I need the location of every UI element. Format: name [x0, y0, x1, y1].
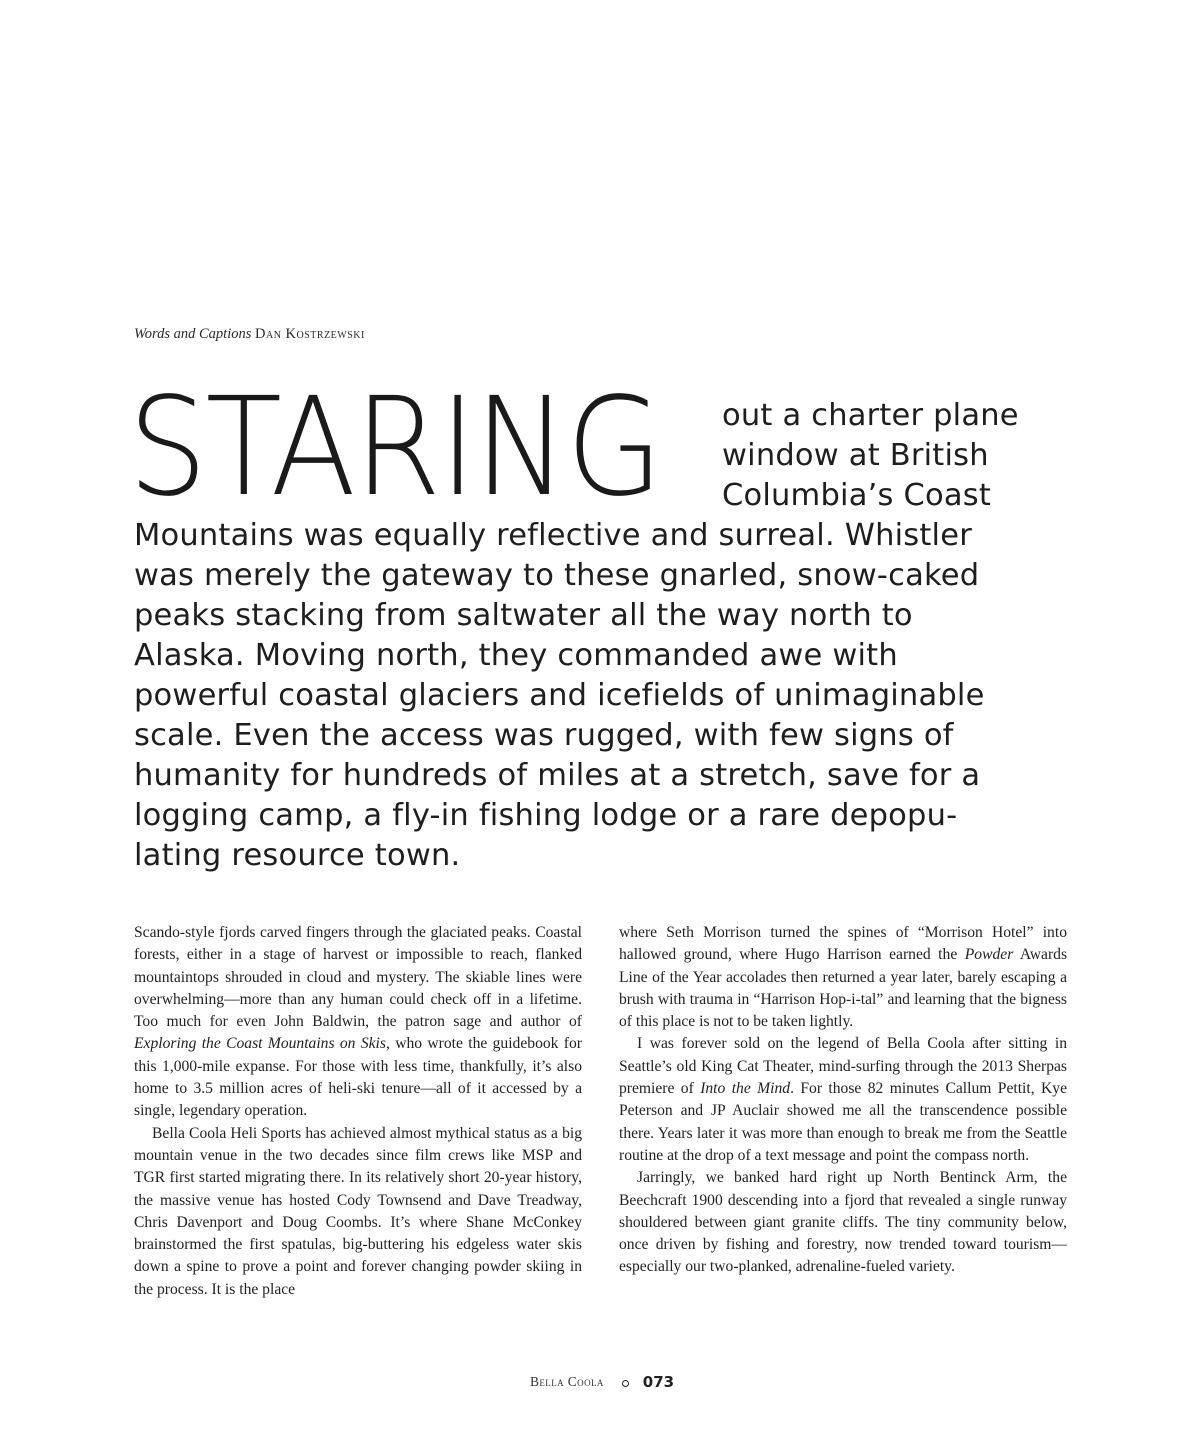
page-number: 073	[642, 1373, 675, 1391]
lede-side-line: Columbia’s Coast	[722, 478, 991, 513]
circle-separator-icon	[622, 1380, 629, 1387]
lede-side-line: out a charter plane	[722, 398, 1019, 433]
body-paragraph: Jarringly, we banked hard right up North Bentinck Arm, the Beechcraft 1900 descending into a fjord that revealed a single runway shouldered between giant granite cliffs. The tiny community below, once driven by fishing and forestry, now trended toward tourism—especially our two-planked, adrenaline-fueled variety.	[619, 1169, 1067, 1276]
lede-line: logging camp, a fly-in fishing lodge or a rare depopu-	[134, 798, 958, 833]
body-paragraph	[619, 1033, 1067, 1167]
body-paragraph	[134, 922, 582, 1123]
lede-line: peaks stacking from saltwater all the way north to	[134, 598, 913, 633]
lede-line: humanity for hundreds of miles at a stretch, save for a	[134, 758, 981, 793]
body-paragraph	[619, 922, 1067, 1033]
footer-section-name: Bella Coola	[530, 1374, 604, 1389]
film-title: Into the Mind	[700, 1080, 791, 1098]
lede-line: lating resource town.	[134, 838, 461, 873]
body-text: , who wrote the guidebook for this 1,000-mile expanse. For those with less time, thankfully, it’s also home to 3.5 million acres of heli-ski tenure—all of it accessed by a single, legendary operation.	[134, 1035, 582, 1120]
award-name: Powder	[964, 946, 1014, 964]
body-text: . For those 82 minutes Callum Pettit, Kye Peterson and JP Auclair showed me all the transcendence possible there. Years later it was more than enough to break me from the Seattle routine at the drop of a text message and point the compass north.	[619, 1080, 1067, 1164]
lede-line: powerful coastal glaciers and icefields of unimaginable	[134, 678, 985, 713]
body-paragraph: Bella Coola Heli Sports has achieved almost mythical status as a big mountain venue in the two decades since film crews like MSP and TGR first started migrating there. In its relatively short 20-year history, the massive venue has hosted Cody Townsend and Dave Treadway, Chris Davenport and Doug Coombs. It’s where Shane McConkey brainstormed the first spatulas, big-buttering his edgeless water skis down a spine to prove a point and forever changing powder skiing in the process. It is the place	[134, 1124, 582, 1298]
lede-line: Alaska. Moving north, they commanded awe with	[134, 638, 898, 673]
lede-line: Mountains was equally reflective and surreal. Whistler	[134, 518, 972, 553]
page-footer	[530, 1372, 674, 1392]
lede-dropword: STARING	[128, 369, 662, 527]
body-column-left	[134, 922, 582, 1301]
body-text: where Seth Morrison turned the spines of “Morrison Hotel” into hallowed ground, where Hugo Harrison earned the	[619, 924, 1067, 964]
book-title: Exploring the Coast Mountains on Skis	[134, 1035, 386, 1053]
lede-side-line: window at British	[722, 438, 989, 473]
body-text: Awards Line of the Year accolades then returned a year later, barely escaping a brush with trauma in “Harrison Hop-i-tal” and learning that the bigness of this place is not to be taken lightly.	[619, 946, 1068, 1031]
byline	[134, 326, 365, 343]
byline-author: Dan Kostrzewski	[255, 326, 365, 342]
body-text: I was forever sold on the legend of Bella Coola after sitting in Seattle’s old King Cat Theater, mind-surfing through the 2013 Sherpas premiere of	[619, 1035, 1067, 1098]
lede-line: scale. Even the access was rugged, with few signs of	[134, 718, 954, 753]
body-column-right	[619, 922, 1067, 1279]
lede-line: was merely the gateway to these gnarled, snow-caked	[134, 558, 980, 593]
byline-role: Words and Captions	[134, 326, 252, 342]
body-text: Scando-style fjords carved fingers through the glaciated peaks. Coastal forests, either in a stage of harvest or impossible to reach, flanked mountaintops shrouded in cloud and mystery. The skiable lines were overwhelming—more than any human could check off in a lifetime. Too much for even John Baldwin, the patron sage and author of	[134, 924, 582, 1031]
